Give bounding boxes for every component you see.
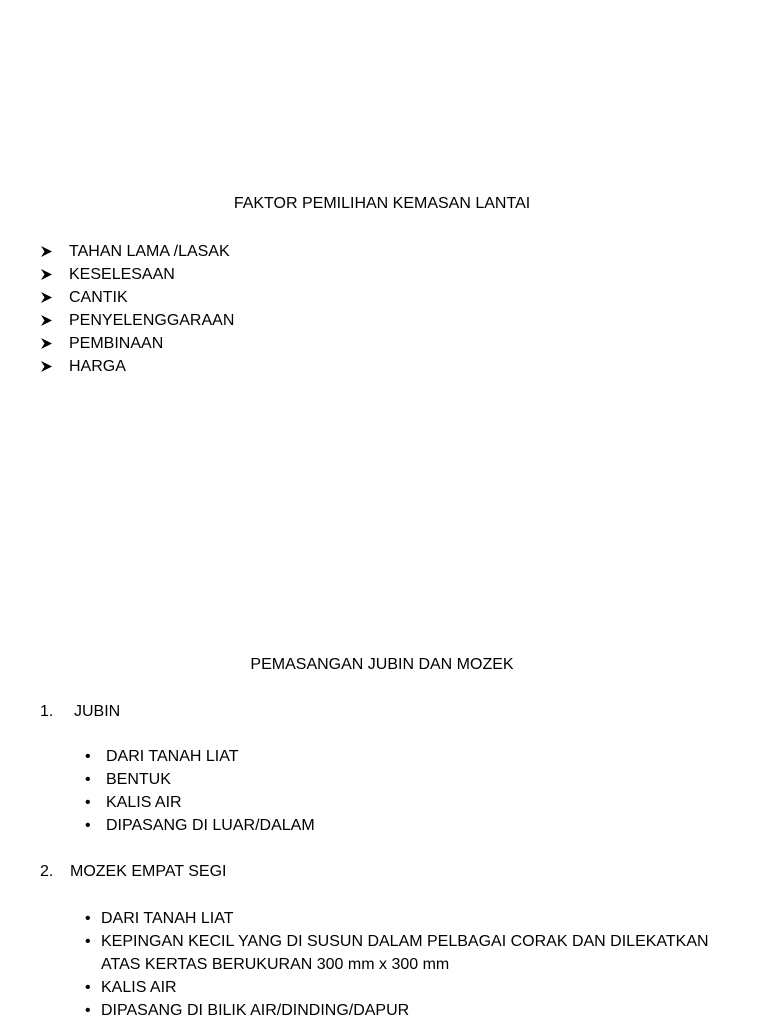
bullet-dot-icon: • xyxy=(85,748,91,765)
item-number: 2. xyxy=(40,863,54,880)
faktor-list xyxy=(40,240,234,378)
bullet-dot-icon: • xyxy=(85,771,91,788)
list-item: HARGA xyxy=(40,355,234,378)
arrow-bullet-icon xyxy=(40,314,69,327)
list-item: • DARI TANAH LIAT xyxy=(85,907,725,930)
bullet-dot-icon: • xyxy=(85,1002,91,1019)
mozek-bullet-list xyxy=(85,907,725,1022)
bullet-dot-icon: • xyxy=(85,910,91,927)
list-item: • KALIS AIR xyxy=(85,976,725,999)
section-title-faktor: FAKTOR PEMILIHAN KEMASAN LANTAI xyxy=(233,195,531,212)
arrow-bullet-icon xyxy=(40,360,69,373)
list-item: PENYELENGGARAAN xyxy=(40,309,234,332)
item-label: JUBIN xyxy=(74,703,121,720)
list-item: • BENTUK xyxy=(85,768,315,791)
bullet-dot-icon: • xyxy=(85,979,91,996)
list-item: TAHAN LAMA /LASAK xyxy=(40,240,234,263)
list-item: • KALIS AIR xyxy=(85,791,315,814)
bullet-dot-icon: • xyxy=(85,817,91,834)
arrow-bullet-icon xyxy=(40,268,69,281)
list-item: • DIPASANG DI LUAR/DALAM xyxy=(85,814,315,837)
section-title-pemasangan: PEMASANGAN JUBIN DAN MOZEK xyxy=(250,656,514,673)
item-number: 1. xyxy=(40,703,54,720)
list-item: • KEPINGAN KECIL YANG DI SUSUN DALAM PELBAGAI CORAK DAN DILEKATKAN ATAS KERTAS BERUKURAN 300 mm x 300 mm xyxy=(85,930,725,976)
list-item: • DIPASANG DI BILIK AIR/DINDING/DAPUR xyxy=(85,999,725,1022)
item-label: MOZEK EMPAT SEGI xyxy=(70,863,227,880)
list-item: CANTIK xyxy=(40,286,234,309)
list-item: PEMBINAAN xyxy=(40,332,234,355)
numbered-item-mozek xyxy=(40,862,226,882)
jubin-bullet-list xyxy=(85,745,315,837)
list-item: • DARI TANAH LIAT xyxy=(85,745,315,768)
bullet-dot-icon: • xyxy=(85,933,91,950)
arrow-bullet-icon xyxy=(40,337,69,350)
arrow-bullet-icon xyxy=(40,291,69,304)
bullet-dot-icon: • xyxy=(85,794,91,811)
list-item: KESELESAAN xyxy=(40,263,234,286)
arrow-bullet-icon xyxy=(40,245,69,258)
numbered-item-jubin xyxy=(40,702,120,722)
